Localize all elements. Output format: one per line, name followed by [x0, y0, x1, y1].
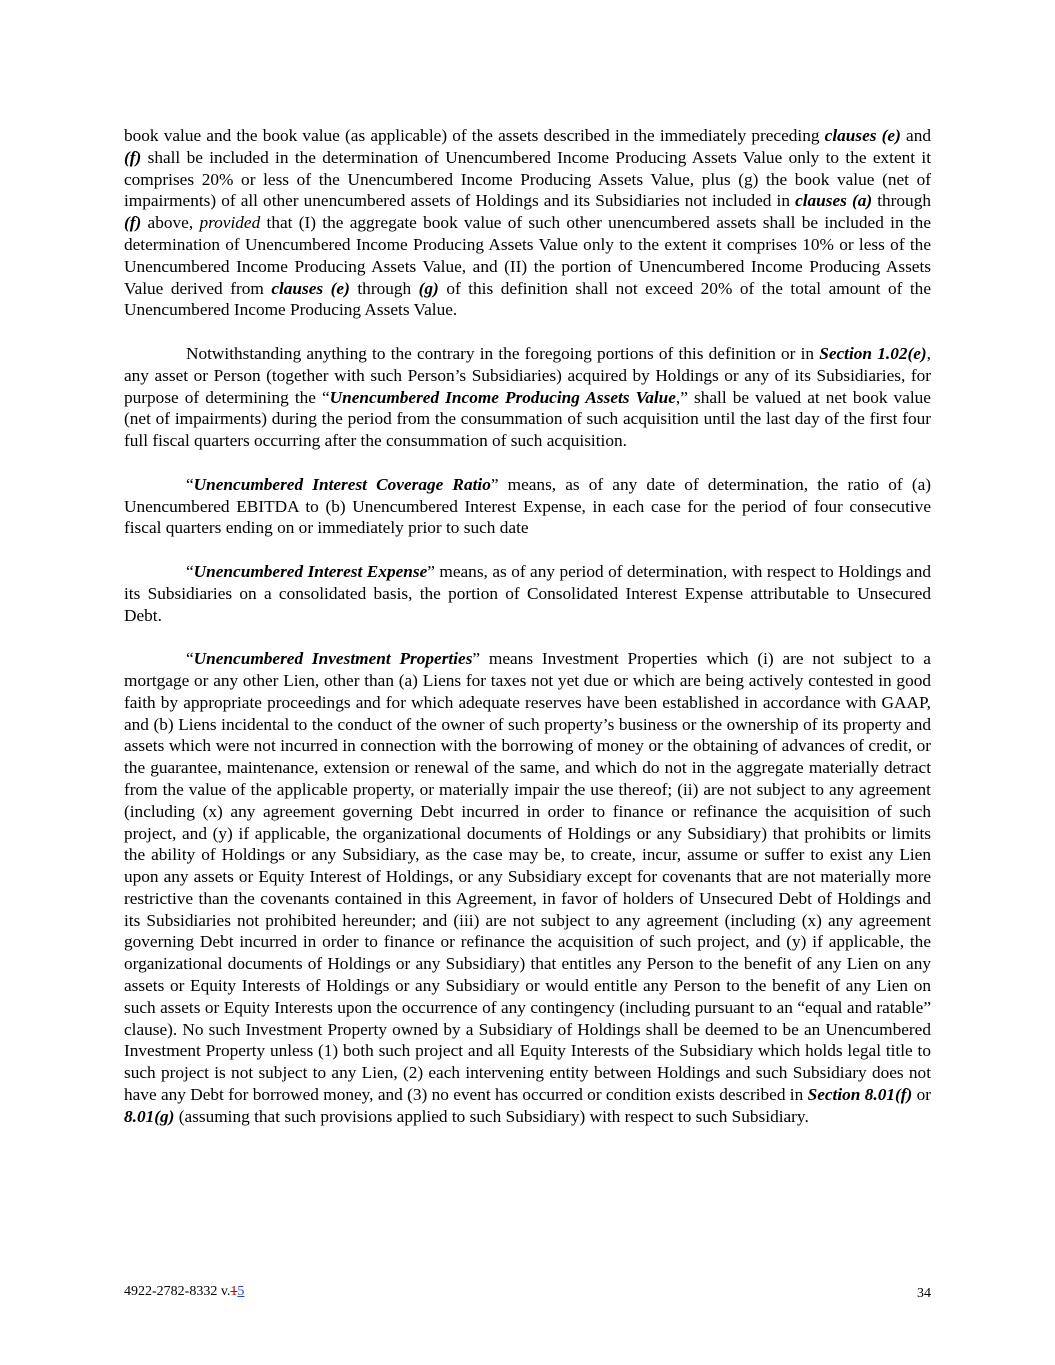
text-run: ,” shall be valued at net book value (net of impairments) during the period from the consummation of such acquisition until the last day of the first four full fiscal quarters occurring after the consummation of such acquisition. [124, 387, 931, 451]
clause-reference: (f) [124, 213, 142, 233]
text-run: of this definition shall not exceed 20% of the total amount of the Unencumbered Income Producing Assets Value. [124, 278, 931, 320]
defined-term: Unencumbered Interest Expense [193, 561, 428, 581]
text-run: ” means, as of any period of determination, with respect to Holdings and its Subsidiaries on a consolidated basis, the portion of Consolidated Interest Expense attributable to Unsecured Debt. [124, 561, 932, 625]
text-run: ” means Investment Properties which (i) are not subject to a mortgage or any other Lien, other than (a) Liens for taxes not yet due or which are being actively contested in good faith by appropriate proceedings and for which adequate reserves have been established in accordance with GAAP, and (b) Liens incidental to the conduct of the owner of such property’s business or the ownership of its property and assets which were not incurred in connection with the borrowing of money or the obtaining of advances of credit, or the guarantee, maintenance, extension or renewal of the same, and which do not in the aggregate materially detract from the value of the applicable property, or materially impair the use thereof; (ii) are not subject to any agreement (including (x) any agreement governing Debt incurred in order to finance or refinance the acquisition of such project, and (y) if applicable, the organizational documents of Holdings or any Subsidiary) that prohibits or limits the ability of Holdings or any Subsidiary, as the case may be, to create, incur, assume or suffer to exist any Lien upon any assets or Equity Interest of Holdings, or any Subsidiary except for covenants that are not materially more restrictive than the covenants contained in this Agreement, in favor of holders of Unsecured Debt of Holdings and its Subsidiaries not prohibited hereunder; and (iii) are not subject to any agreement (including (x) any agreement governing Debt incurred in order to finance or refinance the acquisition of such project, and (y) if applicable, the organizational documents of Holdings or any Subsidiary) that entitles any Person to the benefit of any Lien on any assets or Equity Interests of Holdings or any Subsidiary or would entitle any Person to the benefit of any Lien on such assets or Equity Interests upon the occurrence of any contingency (including pursuant to an “equal and ratable” clause). No such Investment Property owned by a Subsidiary of Holdings shall be deemed to be an Unencumbered Investment Property unless (1) both such project and all Equity Interests of the Subsidiary which holds legal title to such project is not subject to any Lien, (2) each intervening entity between Holdings and such Subsidiary does not have any Debt for borrowed money, and (3) no event has occurred or condition exists described in [124, 649, 931, 1105]
defined-term: Unencumbered Interest Coverage Ratio [193, 474, 491, 494]
text-run: “ [186, 649, 194, 669]
text-run: (assuming that such provisions applied to such Subsidiary) with respect to such Subsidiary. [174, 1106, 809, 1126]
paragraph-notwithstanding [124, 343, 931, 452]
clause-reference: clauses (a) [795, 191, 873, 211]
text-run: or [912, 1085, 931, 1105]
text-run: that (I) the aggregate book value of such other unencumbered assets shall be included in the determination of Unencumbered Income Producing Assets Value only to the extent it comprises 10% or less of the Unencumbered Income Producing Assets Value, and (II) the portion of Unencumbered Income Producing Assets Value derived from [124, 213, 931, 298]
document-id-prefix: 4922-2782-8332 v. [124, 1284, 231, 1299]
text-run: , any asset or Person (together with such Person’s Subsidiaries) acquired by Holdings or any of its Subsidiaries, for purpose of determining the “ [124, 343, 931, 407]
text-run: “ [186, 561, 194, 581]
page-number: 34 [917, 1286, 931, 1301]
definition-unencumbered-investment-properties [124, 648, 931, 1128]
section-reference: Section 1.02(e) [819, 343, 927, 363]
version-inserted: 5 [237, 1284, 245, 1299]
document-id [124, 1284, 244, 1300]
version-deleted: 1 [230, 1284, 238, 1299]
section-reference: 8.01(g) [124, 1106, 175, 1126]
clause-reference: clauses (e) [824, 126, 901, 145]
defined-term: Unencumbered Investment Properties [193, 649, 473, 669]
clause-reference: clauses (e) [271, 278, 350, 298]
italic-term: provided [199, 213, 261, 233]
text-run: and [900, 126, 931, 145]
defined-term: Unencumbered Income Producing Assets Value [329, 387, 676, 407]
text-run: ” means, as of any date of determination, the ratio of (a) Unencumbered EBITDA to (b) Unencumbered Interest Expense, in each case for the period of four consecutive fiscal quarters ending on or immediately prior to such date [124, 474, 932, 538]
text-run: through [872, 191, 931, 211]
text-run: through [349, 278, 419, 298]
text-run: “ [186, 474, 194, 494]
text-run: Notwithstanding anything to the contrary in the foregoing portions of this definition or in [186, 343, 820, 363]
definition-unencumbered-interest-expense [124, 561, 931, 626]
section-reference: Section 8.01(f) [807, 1085, 913, 1105]
clause-reference: (g) [418, 278, 439, 298]
definition-unencumbered-interest-coverage-ratio [124, 474, 931, 539]
text-run: above, [141, 213, 200, 233]
paragraph-assets-value-continuation [124, 125, 931, 321]
clause-reference: (f) [124, 147, 142, 167]
document-body [124, 125, 931, 1149]
text-run: book value and the book value (as applicable) of the assets described in the immediately preceding [124, 126, 825, 145]
text-run: shall be included in the determination of Unencumbered Income Producing Assets Value only to the extent it comprises 20% or less of the Unencumbered Income Producing Assets Value, plus (g) the book value (net of impairments) of all other unencumbered assets of Holdings and its Subsidiaries not included in [124, 147, 931, 211]
